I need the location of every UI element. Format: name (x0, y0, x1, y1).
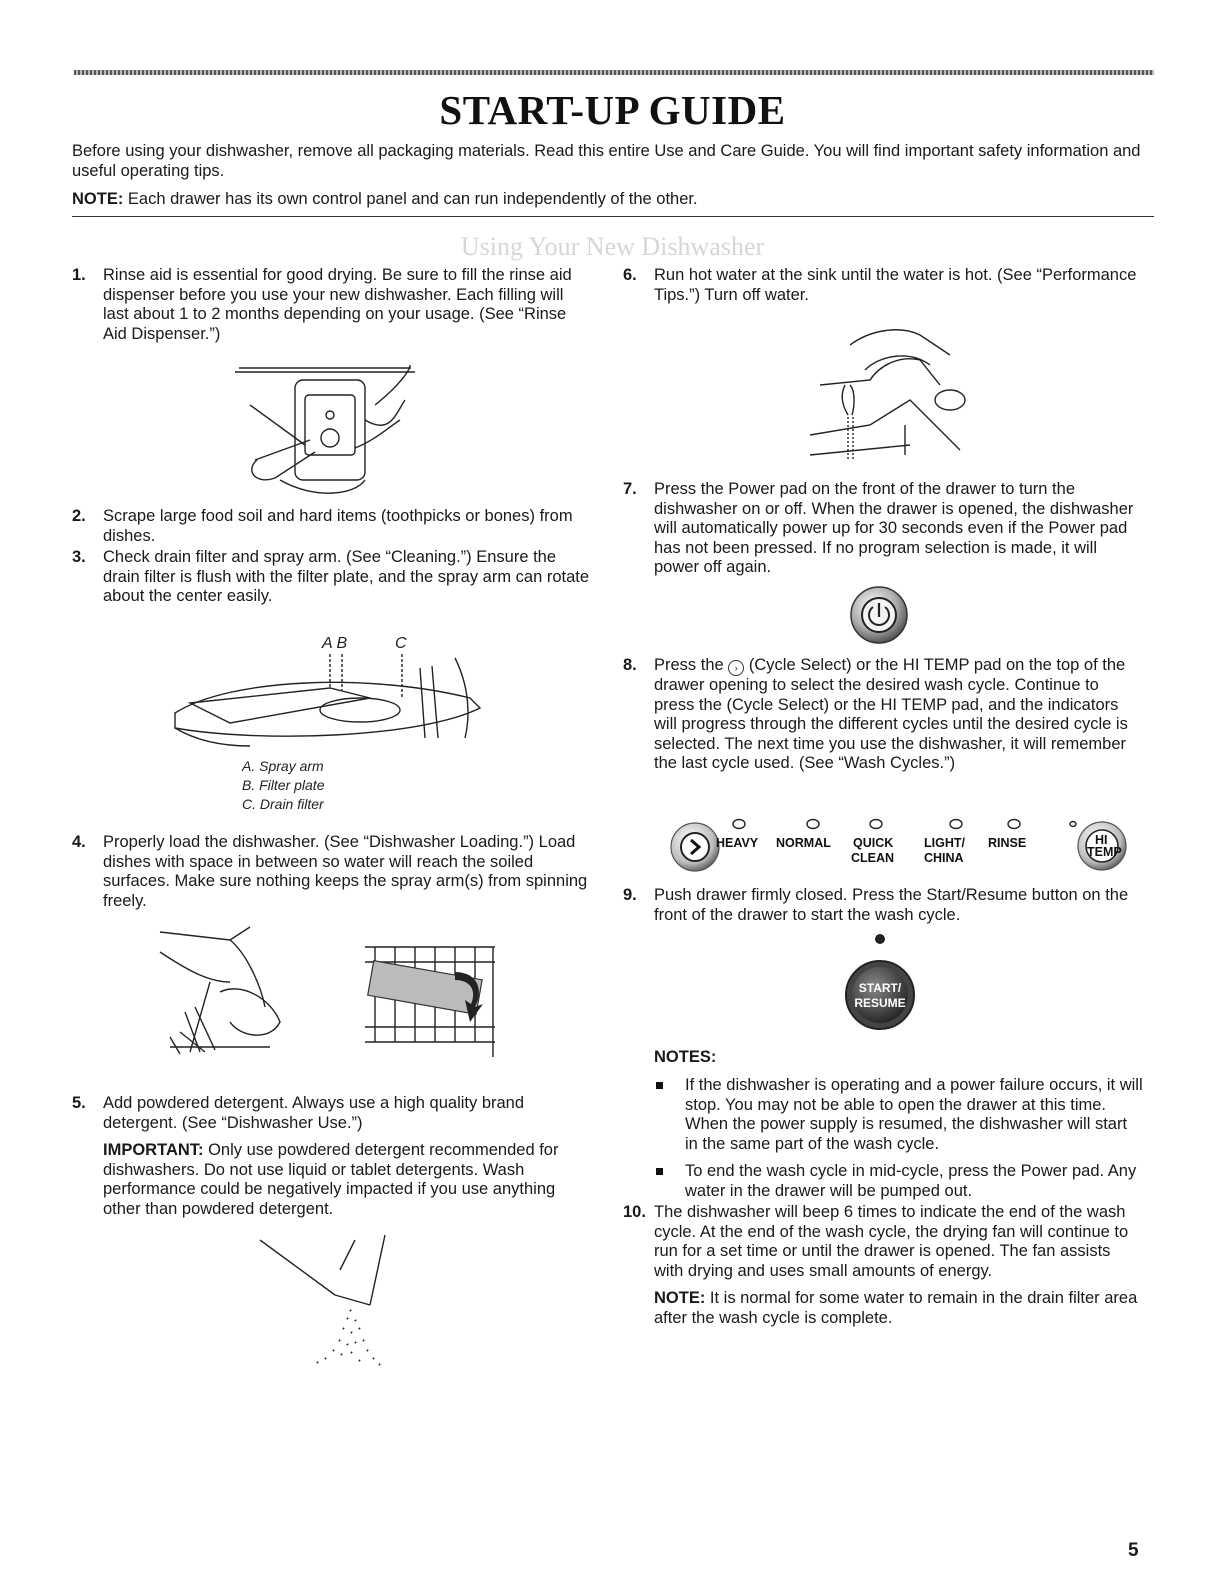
cycle-clean: CLEAN (851, 851, 895, 865)
callout-ab: A B (322, 635, 348, 652)
control-panel-illustration (670, 812, 1140, 877)
section-title: Using Your New Dishwasher (460, 232, 765, 261)
loading-rack-illustration (365, 942, 500, 1057)
note-item (654, 1076, 1144, 1154)
step-8 (623, 656, 1143, 774)
step-number: 7. (623, 480, 637, 498)
steps-2-3 (72, 507, 592, 607)
step-5 (72, 1094, 592, 1219)
step-3 (72, 548, 592, 607)
filter-spray-arm-illustration (170, 628, 500, 758)
caption-filter-plate: B. Filter plate (242, 777, 325, 793)
rinse-aid-illustration (225, 360, 425, 495)
cycle-select-button[interactable] (671, 823, 719, 871)
step-number: 8. (623, 656, 637, 674)
caption-spray-arm: A. Spray arm (242, 758, 324, 774)
step-10-note (654, 1289, 1143, 1328)
step-1 (72, 266, 592, 344)
step-text (654, 656, 1143, 774)
intro-text: Before using your dishwasher, remove all packaging materials. Read this entire Use and Care Guide. You will find important safety information and useful operating tips. (72, 142, 1141, 180)
temp-label: TEMP (1087, 845, 1122, 859)
step-number: 3. (72, 548, 86, 566)
step-number: 2. (72, 507, 86, 525)
step-text: Push drawer firmly closed. Press the Start/Resume button on the front of the drawer to start the wash cycle. (654, 886, 1129, 924)
page-number: 5 (1128, 1540, 1139, 1561)
indicator-heavy (733, 820, 745, 829)
cycle-rinse: RINSE (988, 836, 1027, 850)
step-number: 9. (623, 886, 637, 904)
step-text: Rinse aid is essential for good drying. Be sure to fill the rinse aid dispenser before you use your new dishwasher. Each filling will last about 1 to 2 months depending on your usage. (See “Rinse Aid Dispenser.”) (103, 266, 572, 343)
cycle-china: CHINA (924, 851, 964, 865)
filter-captions (242, 757, 324, 814)
step-number: 4. (72, 833, 86, 851)
step-number: 6. (623, 266, 637, 284)
start-label: START/ (858, 981, 902, 995)
note-label: NOTE: (654, 1289, 706, 1307)
intro-note-label: NOTE: (72, 190, 124, 208)
indicator-rinse (1008, 820, 1020, 829)
notes-list (654, 1076, 1144, 1201)
note-text: To end the wash cycle in mid-cycle, press the Power pad. Any water in the drawer will be pumped out. (685, 1162, 1137, 1200)
step-text: Check drain filter and spray arm. (See “Cleaning.”) Ensure the drain filter is flush with the filter plate, and the spray arm can rotate about the center easily. (103, 548, 590, 605)
intro-note (72, 189, 1162, 209)
step-text: Add powdered detergent. Always use a high quality brand detergent. (See “Dishwasher Use.”) (103, 1094, 525, 1132)
notes-heading: NOTES: (654, 1048, 717, 1066)
indicator-normal (807, 820, 819, 829)
cycle-light: LIGHT/ (924, 836, 965, 850)
faucet-illustration (810, 325, 970, 465)
intro-block (72, 141, 1162, 217)
bullet-icon (656, 1082, 663, 1089)
step-6 (623, 266, 1143, 305)
note-text: It is normal for some water to remain in the drain filter area after the wash cycle is complete. (654, 1289, 1138, 1327)
page-title: START-UP GUIDE (439, 87, 786, 133)
section-divider (72, 216, 1154, 217)
step-9 (623, 886, 1143, 925)
intro-note-text: Each drawer has its own control panel and can run independently of the other. (123, 190, 698, 208)
bullet-icon (656, 1168, 663, 1175)
caption-drain-filter: C. Drain filter (242, 796, 324, 812)
start-resume-button[interactable] (840, 930, 920, 1040)
hi-temp-button[interactable] (1078, 822, 1126, 870)
step-text: Scrape large food soil and hard items (toothpicks or bones) from dishes. (103, 507, 573, 545)
step-text-after: (Cycle Select) or the HI TEMP pad on the top of the drawer opening to select the desired wash cycle. Continue to press the (Cycle Select) or the HI TEMP pad, and the indicators will progress through the different cycles until the desired cycle is selected. The next time you use the dishwasher, it will remember the last cycle used. (See “Wash Cycles.”) (654, 656, 1128, 772)
callout-c: C (395, 635, 407, 652)
indicator-quick (870, 820, 882, 829)
step-text-before: Press the (654, 656, 729, 674)
step-number: 10. (623, 1203, 646, 1221)
step-number: 1. (72, 266, 86, 284)
important-label: IMPORTANT: (103, 1141, 204, 1159)
indicator-hi-temp (1070, 822, 1076, 827)
important-text: Only use powdered detergent recommended for dishwashers. Do not use liquid or tablet detergents. Wash performance could be negatively impacted if you use anything other than powdered detergent. (103, 1141, 559, 1218)
step-10 (623, 1203, 1143, 1328)
cycle-quick: QUICK (853, 836, 894, 850)
note-item (654, 1162, 1144, 1201)
note-text: If the dishwasher is operating and a power failure occurs, it will stop. You may not be able to open the drawer at this time. When the power supply is resumed, the dishwasher will start in the same part of the wash cycle. (685, 1076, 1143, 1153)
step-text: Run hot water at the sink until the water is hot. (See “Performance Tips.”) Turn off water. (654, 266, 1137, 304)
cycle-select-inline-icon: › (728, 660, 744, 676)
step-text: Press the Power pad on the front of the drawer to turn the dishwasher on or off. When the drawer is opened, the dishwasher will automatically power up for 30 seconds even if the Power pad has not been pressed. If no program selection is made, it will power off again. (654, 480, 1134, 576)
top-decorative-rule (74, 70, 1154, 75)
status-led-icon (875, 934, 885, 944)
indicator-light (950, 820, 962, 829)
detergent-pouring-illustration (255, 1230, 405, 1370)
important-note (103, 1141, 592, 1219)
resume-label: RESUME (854, 996, 906, 1010)
step-text: The dishwasher will beep 6 times to indicate the end of the wash cycle. At the end of the wash cycle, the drying fan will continue to run for a set time or until the drawer is opened. The fan assists with drying and uses small amounts of energy. (654, 1203, 1129, 1280)
step-4 (72, 833, 592, 911)
step-7 (623, 480, 1143, 578)
cycle-normal: NORMAL (776, 836, 831, 850)
step-text: Properly load the dishwasher. (See “Dishwasher Loading.”) Load dishes with space in between so water will reach the soiled surfaces. Make sure nothing keeps the spray arm(s) from spinning freely. (103, 833, 588, 910)
cycle-heavy: HEAVY (716, 836, 759, 850)
hi-label: HI (1095, 833, 1108, 847)
step-2 (72, 507, 592, 546)
power-button-icon[interactable] (849, 585, 909, 645)
loading-dishes-illustration (150, 922, 290, 1057)
step-number: 5. (72, 1094, 86, 1112)
